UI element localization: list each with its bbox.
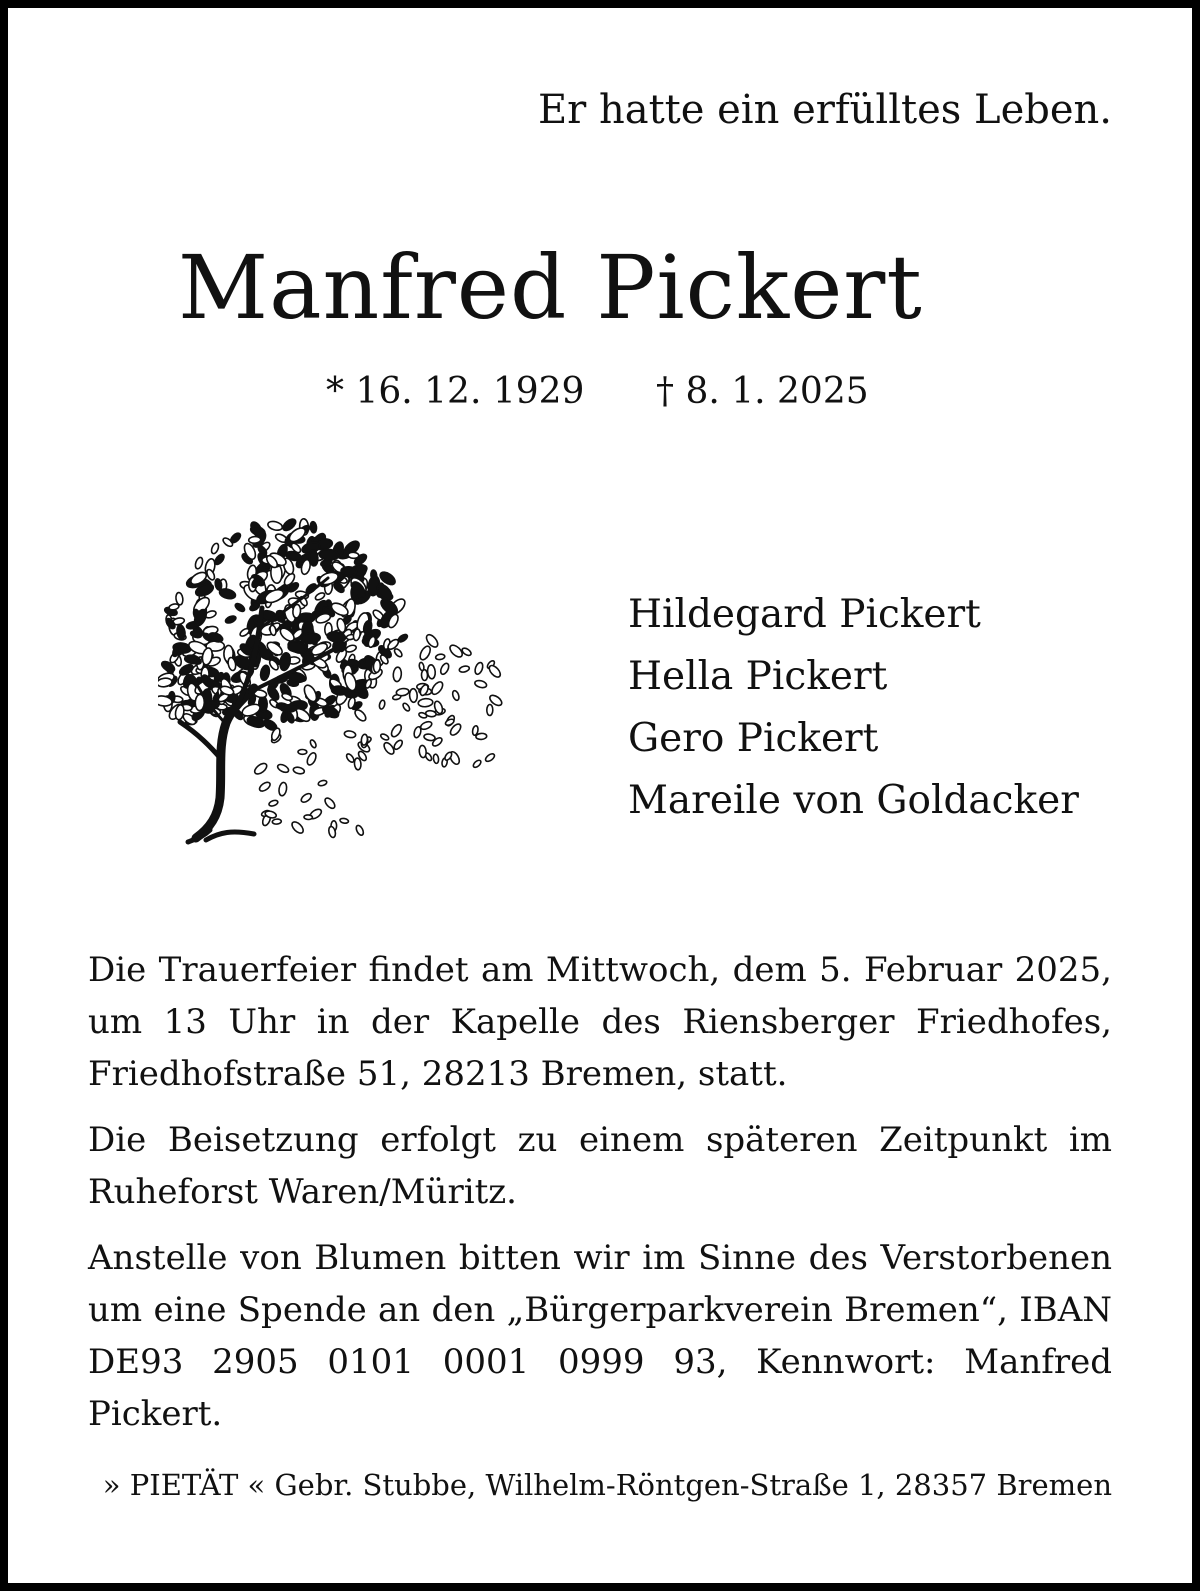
windblown-tree-icon [158,498,508,858]
funeral-service-paragraph: Die Trauerfeier findet am Mittwoch, dem 5. Februar 2025, um 13 Uhr in der Kapelle des Riensberger Friedhofes, Friedhofstraße 51, 28213 Bremen, statt. [88,950,1112,1094]
mourner-name: Hildegard Pickert [628,592,981,637]
funeral-home-footer: » PIETÄT « Gebr. Stubbe, Wilhelm-Röntgen-Straße 1, 28357 Bremen [102,1468,1112,1503]
mourner-name: Mareile von Goldacker [628,778,1079,823]
ceremony-details [88,944,1112,1454]
donation-paragraph: Anstelle von Blumen bitten wir im Sinne des Verstorbenen um eine Spende an den „Bürgerparkverein Bremen“, IBAN DE93 2905 0101 0001 0999 93, Kennwort: Manfred Pickert. [88,1238,1112,1434]
birth-date: * 16. 12. 1929 [326,371,585,412]
burial-paragraph: Die Beisetzung erfolgt zu einem späteren Zeitpunkt im Ruheforst Waren/Müritz. [88,1120,1112,1212]
deceased-name: Manfred Pickert [178,236,923,339]
motto: Er hatte ein erfülltes Leben. [537,87,1112,133]
mourner-name: Gero Pickert [628,716,879,761]
death-date: † 8. 1. 2025 [656,371,869,412]
mourner-name: Hella Pickert [628,654,888,699]
mourners-list [628,584,1079,832]
